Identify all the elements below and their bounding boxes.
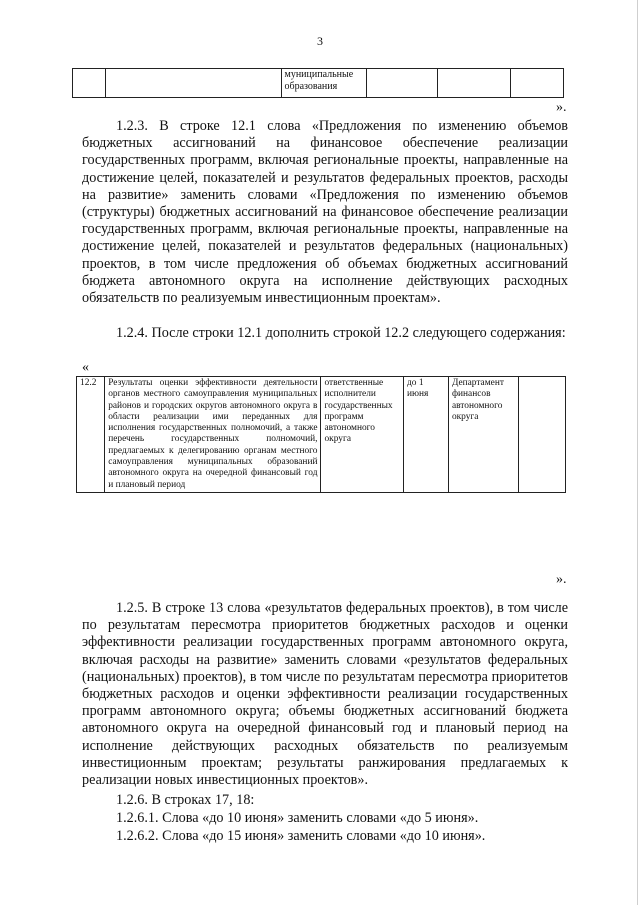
page-number: 3	[317, 34, 323, 48]
paragraph-1-2-3: 1.2.3. В строке 12.1 слова «Предложения по изменению объемов бюджетных ассигнований на финансовое обеспечение реализации государственных программ, включая региональные проекты, направленные на достижение целей, показателей и результатов федеральных проектов, расходы на развитие» заменить словами «Предложения по изменению объемов (структуры) бюджетных ассигнований на финансовое обеспечение реализации государственных программ, включая региональные проекты, направленные на достижение целей, показателей и результатов федеральных (национальных) проектов, в том числе предложения об объемах бюджетных ассигнований бюджета автономного округа на исполнение действующих расходных обязательств по реализуемым инвестиционным проектам».	[82, 118, 568, 307]
extra-cell	[518, 377, 565, 493]
responsible-cell: ответственные исполнители государственных программ автономного округа	[321, 377, 404, 493]
table-cell	[105, 69, 282, 98]
table-cell	[511, 69, 564, 98]
table-cell	[438, 69, 511, 98]
closing-quote: ».	[556, 100, 567, 115]
paragraph-1-2-5: 1.2.5. В строке 13 слова «результатов федеральных проектов), в том числе по результатам пересмотра приоритетов бюджетных расходов и оценки эффективности реализации государственных программ автономного округа, включая расходы на развитие» заменить словами «результатов федеральных (национальных) проектов), в том числе по результатам пересмотра приоритетов бюджетных расходов и оценки эффективности реализации государственных программ автономного округа; объемы бюджетных ассигнований бюджета автономного округа на очередной финансовый год и плановый период на исполнение действующих расходных обязательств по реализуемым инвестиционным проектам; результаты ранжирования предлагаемых к реализации новых инвестиционных проектов».	[82, 600, 568, 789]
table-cell	[367, 69, 438, 98]
paragraph-1-2-6: 1.2.6. В строках 17, 18:	[116, 792, 255, 808]
table-row	[77, 377, 566, 493]
closing-quote: ».	[556, 572, 567, 587]
row-description-cell: Результаты оценки эффективности деятельности органов местного самоуправления муниципальных районов и городских округов автономного округа в области реализации ими переданных для исполнения государственных полномочий, а также перечень государственных полномочий, предлагаемых к делегированию органам местного самоуправления муниципальных образований автономного округа на очередной финансовый год и плановый период	[105, 377, 321, 493]
row-number-cell: 12.2	[77, 377, 105, 493]
table-cell: муниципальные образования	[282, 69, 367, 98]
deadline-cell: до 1 июня	[404, 377, 449, 493]
recipient-cell: Департамент финансов автономного округа	[448, 377, 518, 493]
paragraph-1-2-6-2: 1.2.6.2. Слова «до 15 июня» заменить словами «до 10 июня».	[116, 828, 486, 844]
paragraph-1-2-6-1: 1.2.6.1. Слова «до 10 июня» заменить словами «до 5 июня».	[116, 810, 479, 826]
table-row	[73, 69, 564, 98]
scan-edge-line	[637, 0, 638, 905]
paragraph-1-2-4: 1.2.4. После строки 12.1 дополнить строкой 12.2 следующего содержания:	[116, 325, 566, 341]
table-cell	[73, 69, 106, 98]
opening-quote: «	[82, 360, 89, 375]
inserted-row-table	[76, 376, 566, 493]
top-table-fragment	[72, 68, 564, 98]
